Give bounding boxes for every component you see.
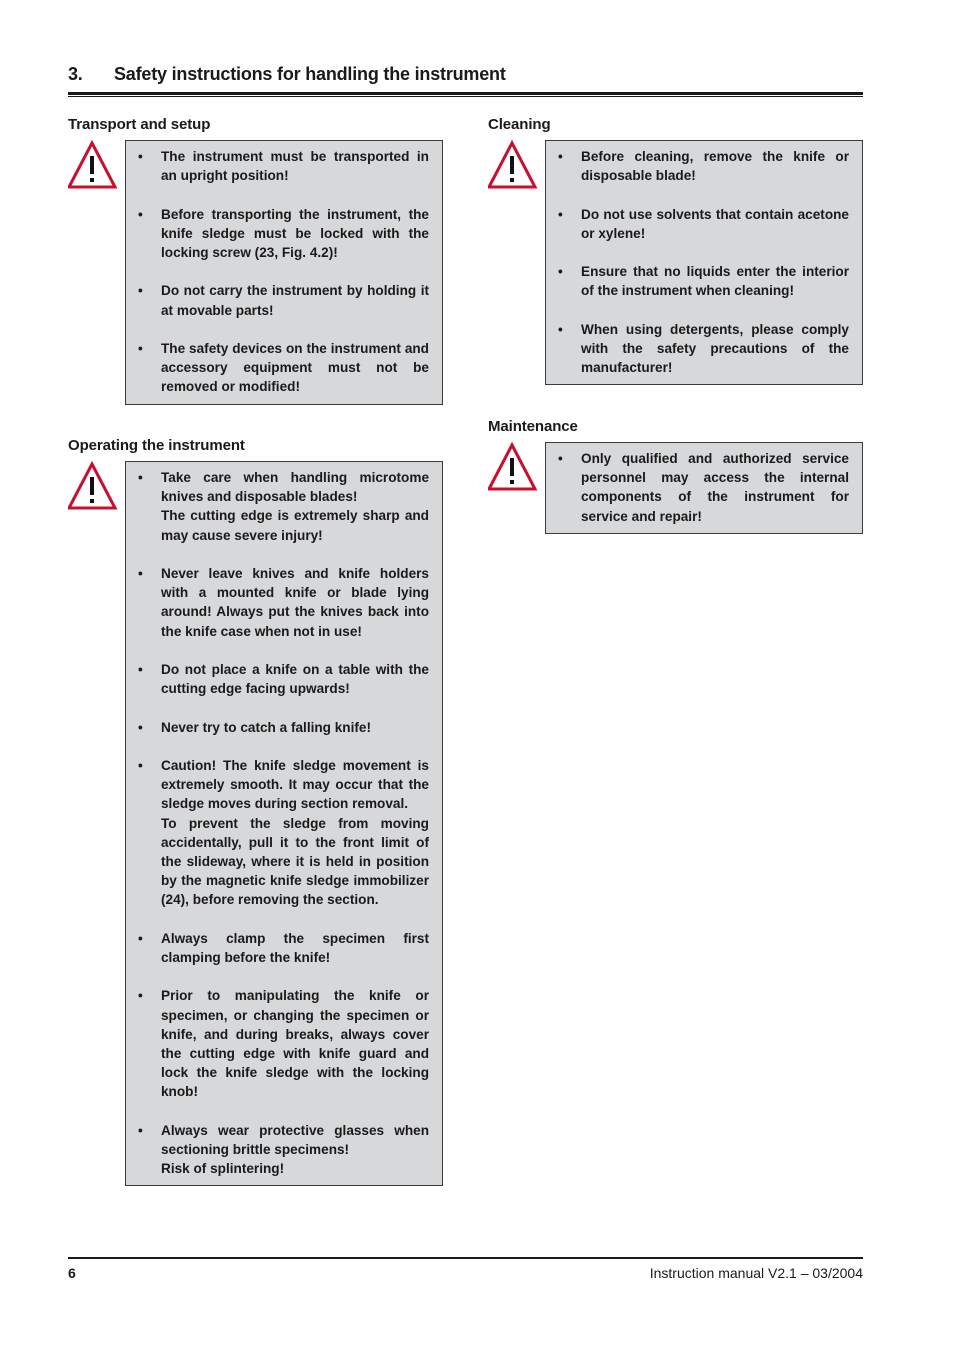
item-text: Never try to catch a falling knife!: [161, 719, 372, 735]
section-transport: [68, 116, 443, 405]
chapter-title-text: Safety instructions for handling the instrument: [114, 64, 506, 84]
document-info: Instruction manual V2.1 – 03/2004: [649, 1265, 863, 1281]
warning-box: [545, 140, 863, 385]
list-item: • The instrument must be transported in an upright position!: [138, 147, 429, 185]
list-item: • Before cleaning, remove the knife or disposable blade!: [558, 147, 849, 185]
header-rule-thin: [68, 96, 863, 97]
list-item: [138, 756, 429, 910]
list-item: • The safety devices on the instrument and accessory equipment must not be removed or modified!: [138, 339, 429, 397]
warning-triangle-icon: [68, 461, 125, 513]
chapter-number: 3.: [68, 64, 83, 84]
list-item: • Before transporting the instrument, the knife sledge must be locked with the locking screw (23, Fig. 4.2)!: [138, 205, 429, 263]
warning-box: [125, 461, 443, 1186]
section-title: Maintenance: [488, 418, 578, 435]
list-item: [138, 564, 429, 641]
section-cleaning: [488, 116, 863, 385]
item-note: Risk of splintering!: [161, 1161, 285, 1177]
warning-triangle-icon: [488, 140, 545, 192]
item-note: The cutting edge is extremely sharp and may cause severe injury!: [161, 508, 429, 543]
item-text: Always clamp the specimen first clamping before the knife!: [161, 930, 429, 965]
list-item: [138, 660, 429, 698]
item-text: Never leave knives and knife holders with a mounted knife or blade lying around! Always put the knives back into the knife case when not in use!: [161, 566, 429, 639]
section-title: Cleaning: [488, 116, 551, 133]
list-item: [138, 468, 429, 545]
header-rule: [68, 92, 863, 95]
chapter-title: [68, 64, 863, 85]
item-text: Prior to manipulating the knife or specimen, or changing the specimen or knife, and during breaks, always cover the cutting edge with knife guard and lock the knife sledge with the locking knob!: [161, 988, 429, 1100]
warning-triangle-icon: [68, 140, 125, 192]
footer-rule: [68, 1257, 863, 1259]
list-item: • Do not carry the instrument by holding it at movable parts!: [138, 281, 429, 319]
section-maintenance: [488, 418, 863, 534]
list-item: [138, 929, 429, 967]
section-operating: [68, 437, 443, 1186]
list-item: [138, 718, 429, 737]
list-item: • Ensure that no liquids enter the interior of the instrument when cleaning!: [558, 262, 849, 300]
list-item: • Do not use solvents that contain acetone or xylene!: [558, 205, 849, 243]
item-text: Take care when handling microtome knives and disposable blades!: [161, 470, 429, 505]
warning-box: [545, 442, 863, 534]
item-text: Do not place a knife on a table with the cutting edge facing upwards!: [161, 662, 429, 697]
list-item: [138, 1121, 429, 1179]
section-title: Operating the instrument: [68, 437, 245, 454]
section-title: Transport and setup: [68, 116, 211, 133]
item-text: Always wear protective glasses when sectioning brittle specimens!: [161, 1122, 429, 1157]
item-note: To prevent the sledge from moving accidentally, pull it to the front limit of the slideway, where it is held in position by the magnetic knife sledge immobilizer (24), before removing the section.: [161, 815, 429, 908]
list-item: [138, 986, 429, 1101]
page-number: 6: [68, 1265, 76, 1281]
warning-triangle-icon: [488, 442, 545, 494]
list-item: • When using detergents, please comply with the safety precautions of the manufacturer!: [558, 320, 849, 378]
list-item: • Only qualified and authorized service personnel may access the internal components of the instrument for service and repair!: [558, 449, 849, 526]
item-text: Caution! The knife sledge movement is extremely smooth. It may occur that the sledge moves during section removal.: [161, 757, 429, 812]
warning-box: [125, 140, 443, 405]
